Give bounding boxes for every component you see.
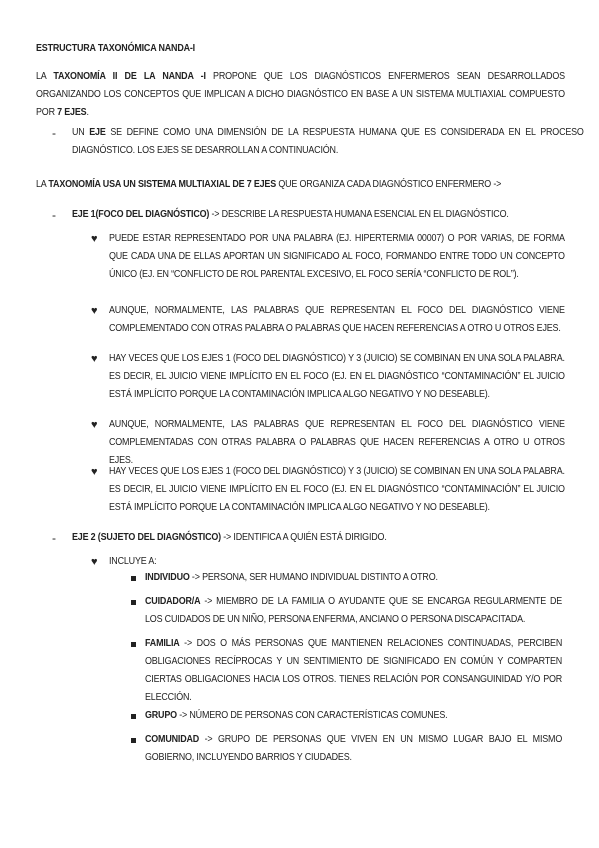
subject-text: -> NÚMERO DE PERSONAS CON CARACTERÍSTICAS COMUNES. <box>176 710 448 721</box>
eje-def-text: SE DEFINE COMO UNA DIMENSIÓN DE LA RESPUESTA HUMANA QUE ES CONSIDERADA EN EL PROCESO DIAGNÓSTICO. LOS EJES SE DESARROLLAN A CONTINUACIÓN. <box>72 127 584 156</box>
eje1-text: -> DESCRIBE LA RESPUESTA HUMANA ESENCIAL EN EL DIAGNÓSTICO. <box>209 209 509 220</box>
eje1-label: EJE 1(FOCO DEL DIAGNÓSTICO) <box>72 209 210 220</box>
eje1-bullet: AUNQUE, NORMALMENTE, LAS PALABRAS QUE REPRESENTAN EL FOCO DEL DIAGNÓSTICO VIENE COMPLEMENTADAS CON OTRAS PALABRA O PALABRAS QUE HACEN REFERENCIAS A OTRO U OTROS EJES. <box>109 419 565 466</box>
intro-prefix: LA <box>36 71 54 82</box>
heart-bullet-icon: ♥ <box>91 233 98 245</box>
subject-term: FAMILIA <box>145 638 180 649</box>
subject-term: COMUNIDAD <box>145 734 200 745</box>
intro-paragraph <box>36 68 565 122</box>
eje1-bullet: HAY VECES QUE LOS EJES 1 (FOCO DEL DIAGNÓSTICO) Y 3 (JUICIO) SE COMBINAN EN UNA SOLA PALABRA. ES DECIR, EL JUICIO VIENE IMPLÍCITO EN EL FOCO (EJ. EN EL DIAGNÓSTICO “CONTAMINACIÓN” EL JUICIO ESTÁ IMPLÍCITO PORQUE LA CONTAMINACIÓN IMPLICA ALGO NEGATIVO Y NO DESEABLE). <box>109 466 565 513</box>
subject-term: INDIVIDUO <box>145 572 190 583</box>
taxonomy-bold: TAXONOMÍA USA UN SISTEMA MULTIAXIAL DE 7 EJES <box>48 179 277 190</box>
square-bullet-icon <box>131 738 136 743</box>
heart-bullet-icon: ♥ <box>91 419 98 431</box>
subject-text: -> DOS O MÁS PERSONAS QUE MANTIENEN RELACIONES CONTINUADAS, PERCIBEN OBLIGACIONES RECÍPROCAS Y UN SENTIMIENTO DE SIGNIFICADO EN COMÚN Y COMPARTEN CIERTAS OBLIGACIONES HACIA LOS OTROS. TIENES RELACIÓN POR CONSANGUINIDAD Y/O POR ELECCIÓN. <box>145 638 563 703</box>
square-bullet-icon <box>131 642 136 647</box>
subject-text: -> GRUPO DE PERSONAS QUE VIVEN EN UN MISMO LUGAR BAJO EL MISMO GOBIERNO, INCLUYENDO BARRIOS Y CIUDADES. <box>145 734 563 763</box>
eje-def-prefix: UN <box>72 127 90 138</box>
subject-item <box>145 635 562 707</box>
square-bullet-icon <box>131 576 136 581</box>
eje1-heading <box>72 206 584 224</box>
eje2-text: -> IDENTIFICA A QUIÉN ESTÁ DIRIGIDO. <box>220 532 387 543</box>
dash-bullet: - <box>52 531 56 545</box>
eje-definition <box>72 124 584 160</box>
taxonomy-text: QUE ORGANIZA CADA DIAGNÓSTICO ENFERMERO -> <box>276 179 502 190</box>
dash-bullet: - <box>52 126 56 140</box>
eje-def-bold: EJE <box>89 127 106 138</box>
subject-term: GRUPO <box>145 710 177 721</box>
square-bullet-icon <box>131 714 136 719</box>
subject-text: -> MIEMBRO DE LA FAMILIA O AYUDANTE QUE SE ENCARGA REGULARMENTE DE LOS CUIDADOS DE UN NIÑO, PERSONA ENFERMA, ANCIANO O PERSONA DISCAPACITADA. <box>145 596 563 625</box>
heart-bullet-icon: ♥ <box>91 353 98 365</box>
page-title: ESTRUCTURA TAXONÓMICA NANDA-I <box>36 43 195 54</box>
dash-bullet: - <box>52 208 56 222</box>
intro-bold-ejes: 7 EJES <box>57 107 87 118</box>
heart-bullet-icon: ♥ <box>91 466 98 478</box>
eje1-bullet: AUNQUE, NORMALMENTE, LAS PALABRAS QUE REPRESENTAN EL FOCO DEL DIAGNÓSTICO VIENE COMPLEMENTADO CON OTRAS PALABRA O PALABRAS QUE HACEN REFERENCIAS A OTRO U OTROS EJES. <box>109 305 565 334</box>
eje2-label: EJE 2 (SUJETO DEL DIAGNÓSTICO) <box>72 532 221 543</box>
intro-suffix: . <box>86 107 89 118</box>
eje1-bullet: PUEDE ESTAR REPRESENTADO POR UNA PALABRA (EJ. HIPERTERMIA 00007) O POR VARIAS, DE FORMA QUE CADA UNA DE ELLAS APORTAN UN SIGNIFICADO AL FOCO, FORMANDO ENTRE TODO UN CONCEPTO ÚNICO (EJ. EN “CONFLICTO DE ROL PARENTAL EXCESIVO, EL FOCO SERÍA “CONFLICTO DE ROL”). <box>109 233 565 280</box>
eje2-includes: INCLUYE A: <box>109 556 157 567</box>
heart-bullet-icon: ♥ <box>91 556 98 568</box>
eje1-bullet: HAY VECES QUE LOS EJES 1 (FOCO DEL DIAGNÓSTICO) Y 3 (JUICIO) SE COMBINAN EN UNA SOLA PALABRA. ES DECIR, EL JUICIO VIENE IMPLÍCITO EN EL FOCO (EJ. EN EL DIAGNÓSTICO “CONTAMINACIÓN” EL JUICIO ESTÁ IMPLÍCITO PORQUE LA CONTAMINACIÓN IMPLICA ALGO NEGATIVO Y NO DESEABLE). <box>109 353 565 400</box>
intro-middle: PROPONE QUE LOS DIAGNÓSTICOS ENFERMEROS SEAN DESARROLLADOS ORGANIZANDO LOS CONCEPTOS QUE IMPLICAN A DICHO DIAGNÓSTICO EN BASE A UN SISTEMA MULTIAXIAL COMPUESTO POR <box>36 71 565 118</box>
subject-term: CUIDADOR/A <box>145 596 201 607</box>
subject-item <box>145 731 562 767</box>
subject-item <box>145 593 562 629</box>
square-bullet-icon <box>131 600 136 605</box>
heart-bullet-icon: ♥ <box>91 305 98 317</box>
intro-bold-taxonomy: TAXONOMÍA II DE LA NANDA -I <box>53 71 206 82</box>
taxonomy-prefix: LA <box>36 179 49 190</box>
subject-text: -> PERSONA, SER HUMANO INDIVIDUAL DISTINTO A OTRO. <box>189 572 438 583</box>
subject-item <box>145 707 562 725</box>
eje2-heading <box>72 529 584 547</box>
taxonomy-line <box>36 176 565 194</box>
subject-item <box>145 569 562 587</box>
